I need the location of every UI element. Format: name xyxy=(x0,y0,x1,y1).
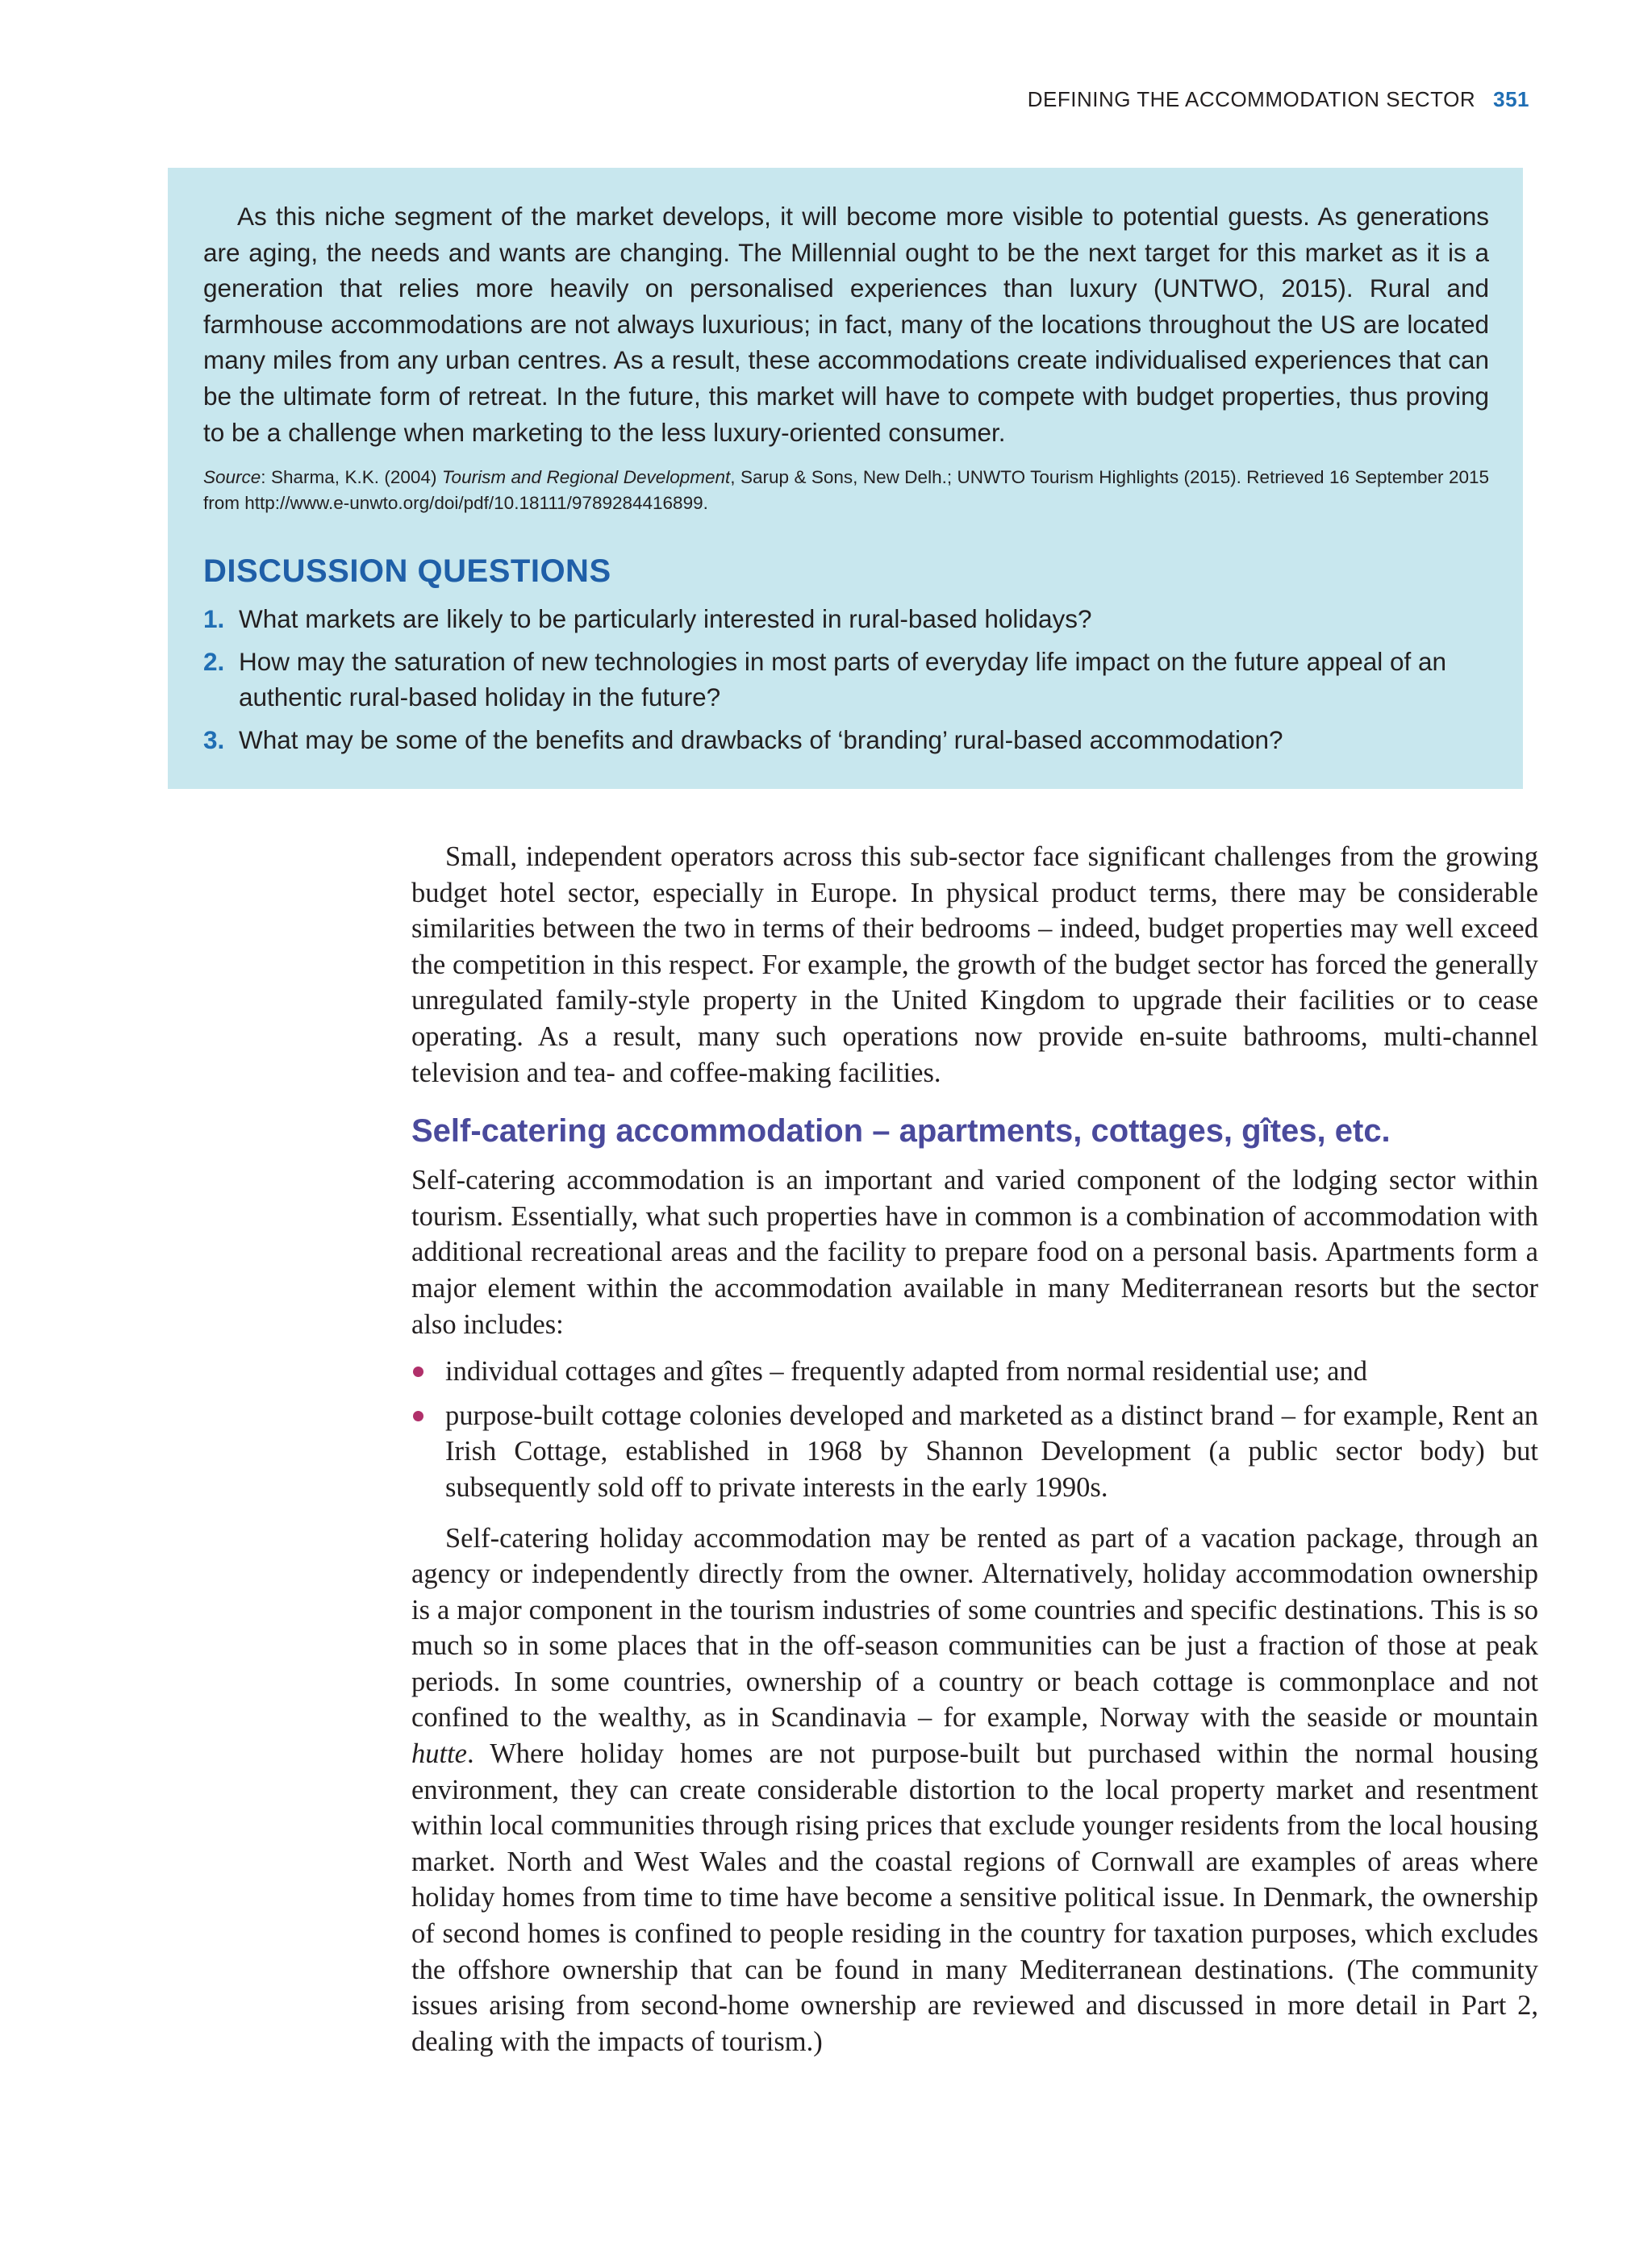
case-study-box xyxy=(168,168,1523,789)
discussion-question xyxy=(203,722,1489,758)
bullet-item xyxy=(411,1354,1538,1390)
page-number: 351 xyxy=(1493,87,1529,111)
main-text-column xyxy=(411,839,1538,2059)
running-title: DEFINING THE ACCOMMODATION SECTOR xyxy=(1027,87,1476,111)
bullet-icon xyxy=(413,1411,423,1421)
discussion-question xyxy=(203,644,1489,716)
body-paragraph: Self-catering accommodation is an important and varied component of the lodging sector within tourism. Essentially, what such properties have in common is a combination of accommodation with additional recreational areas and the facility to prepare food on a personal basis. Apartments form a major element within the accommodation available in many Mediterranean resorts but the sector also includes: xyxy=(411,1165,1538,1340)
source-text-part1: : Sharma, K.K. (2004) xyxy=(261,467,442,488)
italic-term: hutte xyxy=(411,1738,467,1770)
source-text-part2: , Sarup & Sons, New Delh.; UNWTO Tourism Highlights (2015). Retrieved 16 September 2015 from http://www.e-unwto.org/doi/pdf/10.18111/9789284416899. xyxy=(203,467,1489,514)
case-study-paragraph: As this niche segment of the market develops, it will become more visible to potential guests. As generations are aging, the needs and wants are changing. The Millennial ought to be the next target for this market as it is a generation that relies more heavily on personalised experiences than luxury (UNTWO, 2015). Rural and farmhouse accommodations are not always luxurious; in fact, many of the locations throughout the US are located many miles from any urban centres. As a result, these accommodations create individualised experiences that can be the ultimate form of retreat. In the future, this market will have to compete with budget properties, thus proving to be a challenge when marketing to the less luxury-oriented consumer. xyxy=(203,202,1489,447)
bullet-item xyxy=(411,1398,1538,1506)
question-text: What may be some of the benefits and drawbacks of ‘branding’ rural-based accommodation? xyxy=(239,724,1283,754)
body-paragraph: Small, independent operators across this sub-sector face significant challenges from the growing budget hotel sector, especially in Europe. In physical product terms, there may be considerable similarities between the two in terms of their bedrooms – indeed, budget properties may well exceed the competition in this respect. For example, the growth of the budget sector has forced the generally unregulated family-style property in the United Kingdom to upgrade their facilities or to cease operating. As a result, many such operations now provide en-suite bathrooms, multi-channel television and tea- and coffee-making facilities. xyxy=(411,841,1538,1088)
discussion-question xyxy=(203,601,1489,637)
question-number: 3. xyxy=(203,724,225,754)
bullet-icon xyxy=(413,1367,423,1377)
section-heading: Self-catering accommodation – apartments, cottages, gîtes, etc. xyxy=(411,1113,1391,1150)
case-study-source xyxy=(203,465,1489,516)
running-header xyxy=(1028,87,1529,112)
bullet-list xyxy=(411,1354,1538,1505)
discussion-questions-list xyxy=(203,601,1489,757)
discussion-questions-heading: DISCUSSION QUESTIONS xyxy=(203,553,611,590)
question-text: What markets are likely to be particularly interested in rural-based holidays? xyxy=(239,604,1092,634)
source-book-title: Tourism and Regional Development xyxy=(441,467,731,488)
paragraph-text: . Where holiday homes are not purpose-built but purchased within the normal housing environment, they can create considerable distortion to the local property market and resentment within local communities through rising prices that exclude younger residents from the local housing market. North and West Wales and the coastal regions of Cornwall are examples of areas where holiday homes from time to time have become a sensitive political issue. In Denmark, the ownership of second homes is confined to people residing in the country for taxation purposes, which excludes the offshore ownership that can be found in many Mediterranean destinations. (The community issues arising from second-home ownership are reviewed and discussed in more detail in Part 2, dealing with the impacts of tourism.) xyxy=(411,1738,1538,2057)
bullet-text: purpose-built cottage colonies developed and marketed as a distinct brand – for example, Rent an Irish Cottage, established in 1968 by Shannon Development (a public sector body) but subsequently sold off to private interests in the early 1990s. xyxy=(445,1400,1538,1503)
question-text: How may the saturation of new technologies in most parts of everyday life impact on the future appeal of an authentic rural-based holiday in the future? xyxy=(239,646,1447,712)
source-label: Source xyxy=(203,467,261,488)
body-paragraph xyxy=(411,1521,1538,2060)
bullet-text: individual cottages and gîtes – frequently adapted from normal residential use; and xyxy=(445,1356,1367,1387)
paragraph-text: Self-catering holiday accommodation may be rented as part of a vacation package, through an agency or independently directly from the owner. Alternatively, holiday accommodation ownership is a major component in the tourism industries of some countries and specific destinations. This is so much so in some places that in the off-season communities can be just a fraction of those at peak periods. In some countries, ownership of a country or beach cottage is commonplace and not confined to the wealthy, as in Scandinavia – for example, Norway with the seaside or mountain xyxy=(411,1522,1538,1734)
question-number: 2. xyxy=(203,646,225,676)
question-number: 1. xyxy=(203,604,225,634)
